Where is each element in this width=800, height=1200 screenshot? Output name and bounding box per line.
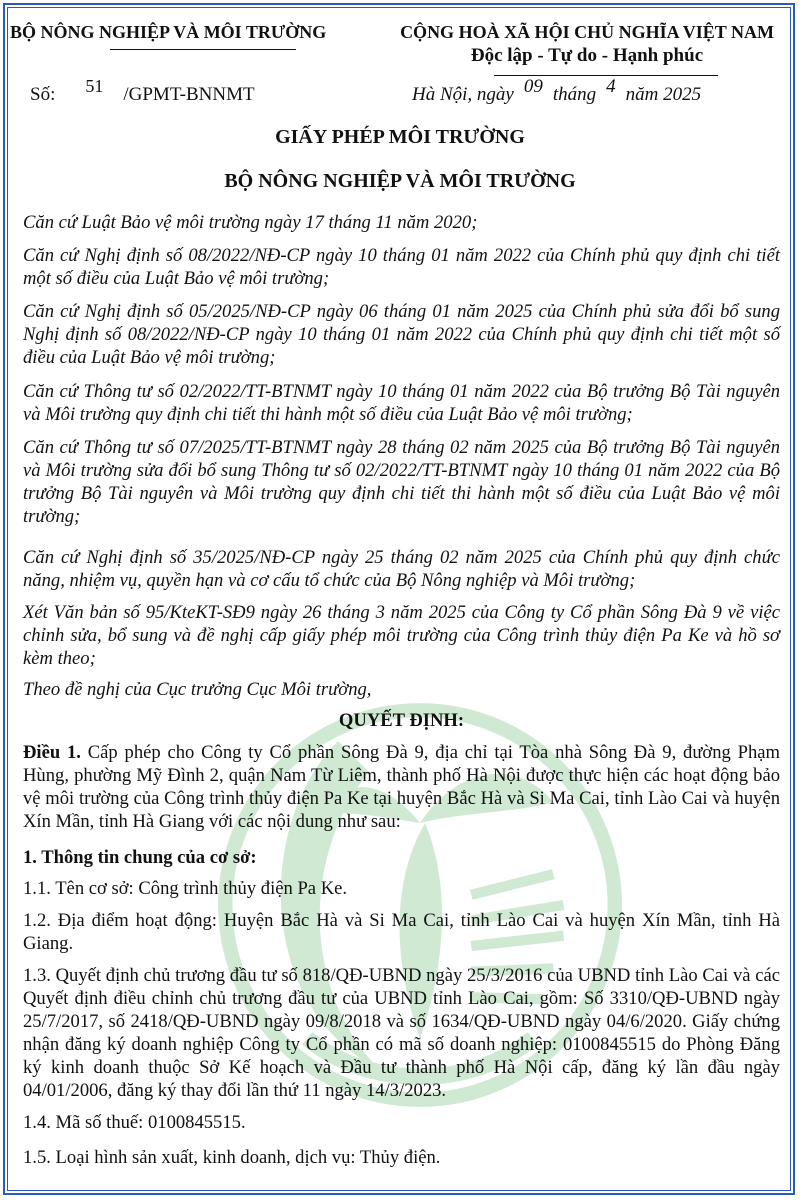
doc-number-label: Số: bbox=[30, 84, 56, 105]
ministry-header bbox=[10, 22, 370, 43]
section-1-item: 1.5. Loại hình sản xuất, kinh doanh, dịch vụ: Thủy điện. bbox=[23, 1147, 441, 1168]
ministry-name: BỘ NÔNG NGHIỆP VÀ MÔI TRƯỜNG bbox=[10, 22, 327, 42]
document-title: GIẤY PHÉP MÔI TRƯỜNG bbox=[275, 126, 525, 148]
document-number bbox=[30, 76, 255, 106]
article-1-label: Điều 1. bbox=[23, 742, 81, 763]
preamble-item: Căn cứ Nghị định số 05/2025/NĐ-CP ngày 06 tháng 01 năm 2025 của Chính phủ sửa đổi bổ sung Nghị định số 08/2022/NĐ-CP ngày 10 tháng 01 năm 2022 của Chính phủ quy định chi tiết một số điều của Luật Bảo vệ môi trường; bbox=[23, 301, 780, 368]
issuer-title: BỘ NÔNG NGHIỆP VÀ MÔI TRƯỜNG bbox=[224, 170, 576, 192]
national-motto: Độc lập - Tự do - Hạnh phúc bbox=[470, 45, 704, 66]
decision-heading: QUYẾT ĐỊNH: bbox=[338, 710, 465, 731]
preamble-item: Căn cứ Thông tư số 02/2022/TT-BTNMT ngày 10 tháng 01 năm 2022 của Bộ trưởng Bộ Tài nguyên và Môi trường quy định chi tiết thi hành một số điều của Luật Bảo vệ môi trường; bbox=[23, 381, 780, 425]
preamble-item: Theo đề nghị của Cục trưởng Cục Môi trường, bbox=[23, 679, 372, 700]
section-1-heading: 1. Thông tin chung của cơ sở: bbox=[23, 847, 257, 868]
date-prefix: Hà Nội, ngày bbox=[412, 84, 514, 105]
preamble-item: Căn cứ Nghị định số 08/2022/NĐ-CP ngày 10 tháng 01 năm 2022 của Chính phủ quy định chi tiết một số điều của Luật Bảo vệ môi trường; bbox=[23, 245, 780, 289]
doc-number-suffix: /GPMT-BNNMT bbox=[123, 84, 255, 105]
date-month-label: tháng bbox=[552, 84, 597, 105]
date-day: 09 bbox=[523, 76, 543, 97]
date-month: 4 bbox=[606, 76, 616, 97]
article-1 bbox=[23, 741, 780, 833]
preamble-item: Căn cứ Luật Bảo vệ môi trường ngày 17 tháng 11 năm 2020; bbox=[23, 212, 478, 233]
national-header bbox=[382, 22, 792, 67]
ministry-underline bbox=[110, 49, 296, 50]
document-date bbox=[412, 76, 702, 106]
section-1-item: 1.2. Địa điểm hoạt động: Huyện Bắc Hà và Si Ma Cai, tỉnh Lào Cai và huyện Xín Mần, tỉnh Hà Giang. bbox=[23, 910, 780, 954]
doc-number-value: 51 bbox=[85, 76, 104, 96]
date-year: năm 2025 bbox=[625, 84, 702, 105]
article-1-text: Cấp phép cho Công ty Cổ phần Sông Đà 9, địa chỉ tại Tòa nhà Sông Đà 9, đường Phạm Hùng, phường Mỹ Đình 2, quận Nam Từ Liêm, thành phố Hà Nội được thực hiện các hoạt động bảo vệ môi trường của Công trình thủy điện Pa Ke tại huyện Bắc Hà và Si Ma Cai, tỉnh Lào Cai và huyện Xín Mần, tỉnh Hà Giang với các nội dung như sau: bbox=[23, 742, 781, 832]
country-name: CỘNG HOÀ XÃ HỘI CHỦ NGHĨA VIỆT NAM bbox=[400, 22, 774, 42]
section-1-item: 1.4. Mã số thuế: 0100845515. bbox=[23, 1112, 246, 1133]
section-1-item: 1.1. Tên cơ sở: Công trình thủy điện Pa Ke. bbox=[23, 878, 348, 899]
preamble-item: Căn cứ Thông tư số 07/2025/TT-BTNMT ngày 28 tháng 02 năm 2025 của Bộ trưởng Bộ Tài nguyên và Môi trường sửa đổi bổ sung Thông tư số 02/2022/TT-BTNMT ngày 10 tháng 01 năm 2022 của Bộ trưởng Bộ Tài nguyên và Môi trường quy định chi tiết thi hành một số điều của Luật Bảo vệ môi trường; bbox=[23, 437, 780, 527]
preamble-item: Xét Văn bản số 95/KteKT-SĐ9 ngày 26 tháng 3 năm 2025 của Công ty Cổ phần Sông Đà 9 về việc chỉnh sửa, bổ sung và đề nghị cấp giấy phép môi trường của Công trình thủy điện Pa Ke và hồ sơ kèm theo; bbox=[23, 602, 780, 669]
preamble-item: Căn cứ Nghị định số 35/2025/NĐ-CP ngày 25 tháng 02 năm 2025 của Chính phủ quy định chức năng, nhiệm vụ, quyền hạn và cơ cấu tổ chức của Bộ Nông nghiệp và Môi trường; bbox=[23, 547, 780, 591]
section-1-item: 1.3. Quyết định chủ trương đầu tư số 818/QĐ-UBND ngày 25/3/2016 của UBND tỉnh Lào Cai và các Quyết định điều chỉnh chủ trương đầu tư của UBND tỉnh Lào Cai, gồm: Số 3310/QĐ-UBND ngày 25/7/2017, số 2418/QĐ-UBND ngày 09/8/2018 và số 1634/QĐ-UBND ngày 04/6/2020. Giấy chứng nhận đăng ký doanh nghiệp Công ty Cổ phần có mã số doanh nghiệp: 0100845515 do Phòng Đăng ký kinh doanh thuộc Sở Kế hoạch và Đầu tư thành phố Hà Nội cấp, đăng ký lần đầu ngày 04/01/2006, đăng ký thay đổi lần thứ 11 ngày 14/3/2023. bbox=[23, 965, 780, 1101]
